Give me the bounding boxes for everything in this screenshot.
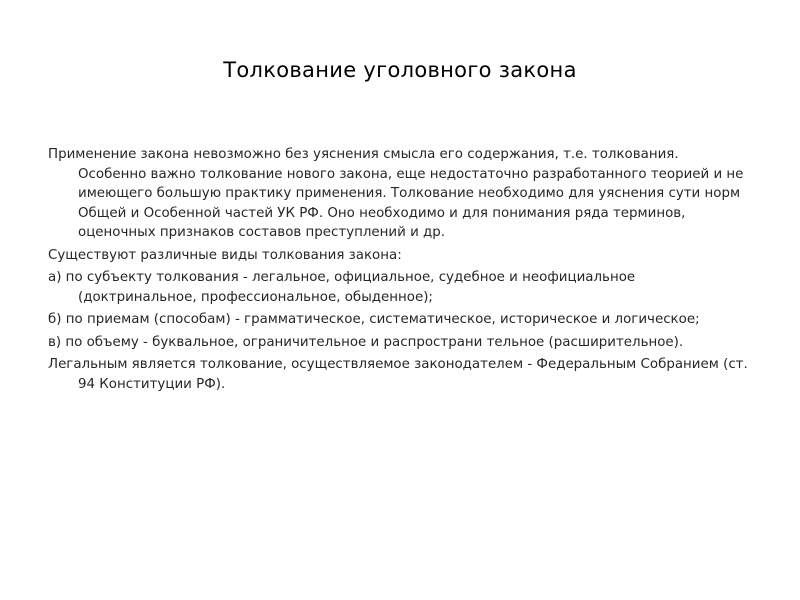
paragraph-by-subject: а) по субъекту толкования - легальное, официальное, судебное и неофициальное (доктринальное, профессиональное, обыденное); — [48, 270, 636, 305]
slide-title: Толкование уголовного закона — [223, 58, 577, 82]
slide-body — [48, 145, 748, 397]
paragraph-by-scope: в) по объему - буквальное, ограничительное и распространи тельное (расширительное). — [48, 334, 684, 350]
paragraph-intro: Применение закона невозможно без уяснения смысла его содержания, т.е. толкования. Особенно важно толкование нового закона, еще недостаточно разработанного теорией и не имеющего большую практику применения. Толкование необходимо для уяснения сути норм Общей и Особенной частей УК РФ. Оно необходимо и для понимания ряда терминов, оценочных признаков составов преступлений и др. — [48, 147, 744, 240]
paragraph-types-heading: Существуют различные виды толкования закона: — [48, 247, 402, 263]
paragraph-legal-interpretation: Легальным является толкование, осуществляемое законодателем - Федеральным Собранием (ст. 94 Конституции РФ). — [48, 357, 748, 392]
paragraph-by-method: б) по приемам (способам) - грамматическое, систематическое, историческое и логическое; — [48, 312, 700, 327]
